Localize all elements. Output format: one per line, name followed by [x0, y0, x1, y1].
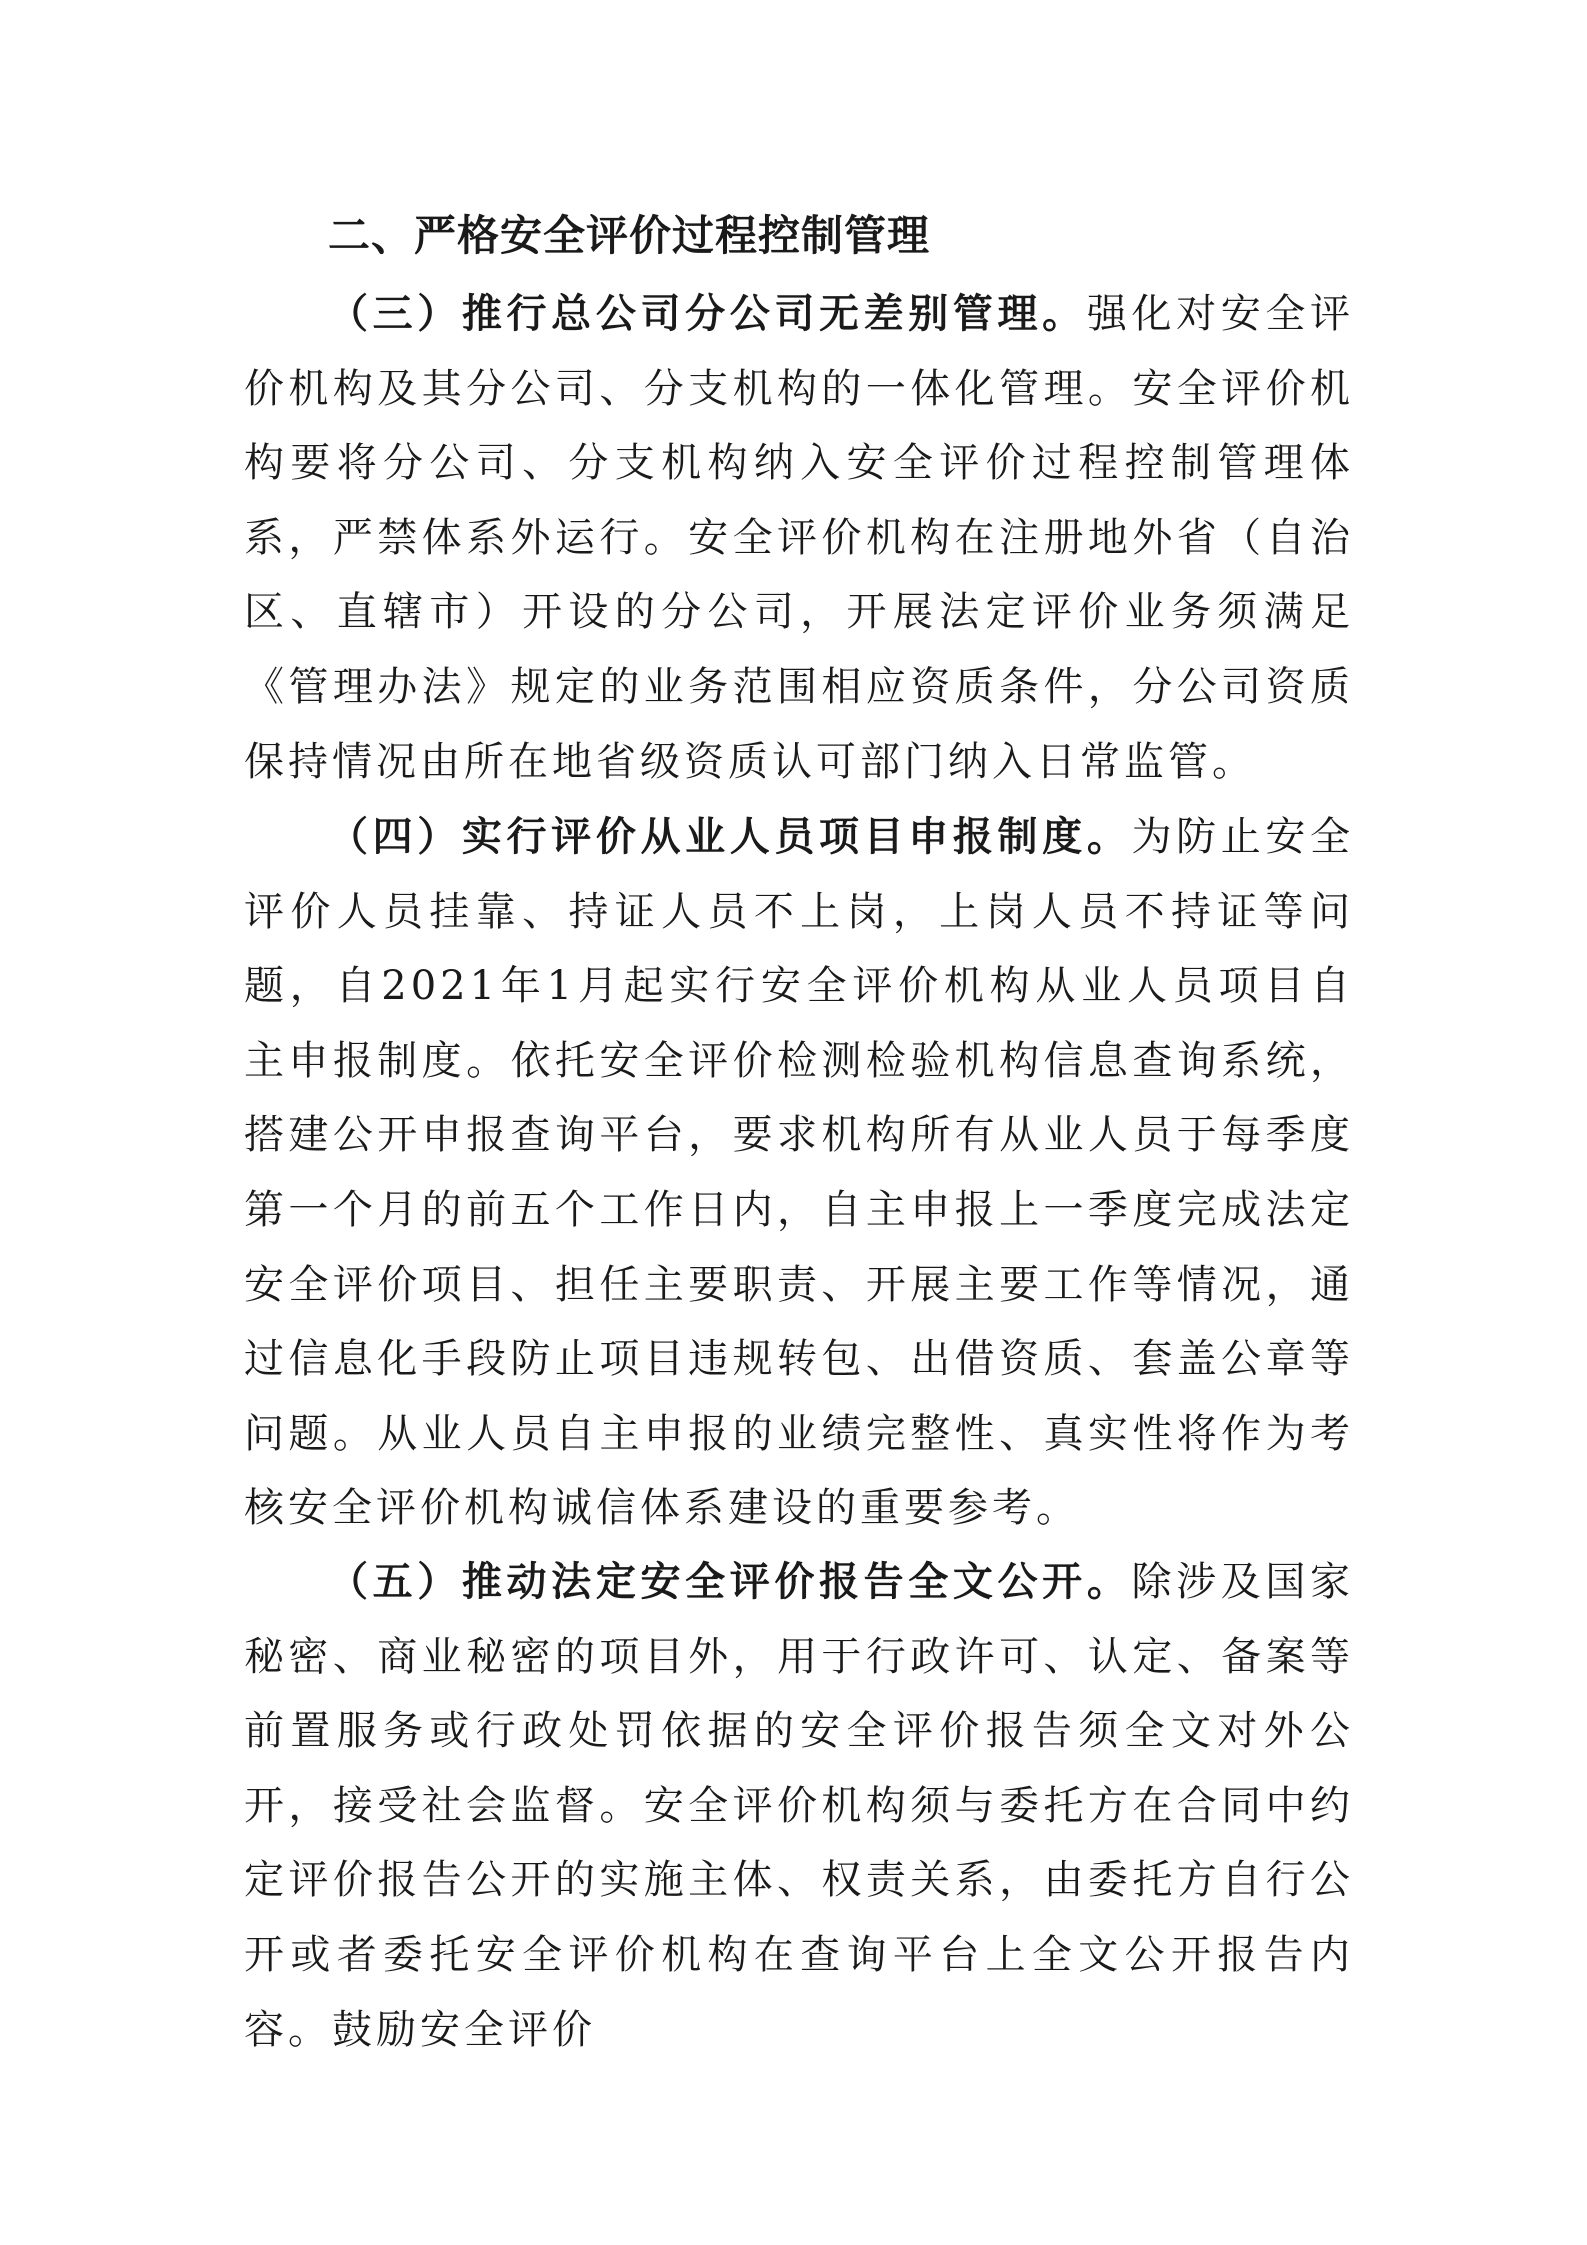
paragraph-4-body: 为防止安全评价人员挂靠、持证人员不上岗，上岗人员不持证等问题，自2021年1月起实行安全评价机构从业人员项目自主申报制度。依托安全评价检测检验机构信息查询系统，搭建公开申报查询平台，要求机构所有从业人员于每季度第一个月的前五个工作日内，自主申报上一季度完成法定安全评价项目、担任主要职责、开展主要工作等情况，通过信息化手段防止项目违规转包、出借资质、套盖公章等问题。从业人员自主申报的业绩完整性、真实性将作为考核安全评价机构诚信体系建设的重要参考。: [244, 814, 1355, 1532]
paragraph-5: [244, 1545, 1354, 2067]
paragraph-3-lead: （三）推行总公司分公司无差别管理。: [328, 290, 1087, 337]
paragraph-5-lead: （五）推动法定安全评价报告全文公开。: [328, 1558, 1132, 1605]
paragraph-5-body: 除涉及国家秘密、商业秘密的项目外，用于行政许可、认定、备案等前置服务或行政处罚依据的安全评价报告须全文对外公开，接受社会监督。安全评价机构须与委托方在合同中约定评价报告公开的实施主体、权责关系，由委托方自行公开或者委托安全评价机构在查询平台上全文公开报告内容。鼓励安全评价: [244, 1559, 1355, 2053]
paragraph-4-lead: （四）实行评价从业人员项目申报制度。: [328, 813, 1132, 860]
paragraph-3: [244, 277, 1354, 799]
section-heading: 二、严格安全评价过程控制管理: [328, 211, 931, 260]
paragraph-4: [244, 800, 1354, 1546]
paragraph-3-body: 强化对安全评价机构及其分公司、分支机构的一体化管理。安全评价机构要将分公司、分支机构纳入安全评价过程控制管理体系，严禁体系外运行。安全评价机构在注册地外省（自治区、直辖市）开设的分公司，开展法定评价业务须满足《管理办法》规定的业务范围相应资质条件，分公司资质保持情况由所在地省级资质认可部门纳入日常监管。: [244, 291, 1355, 785]
